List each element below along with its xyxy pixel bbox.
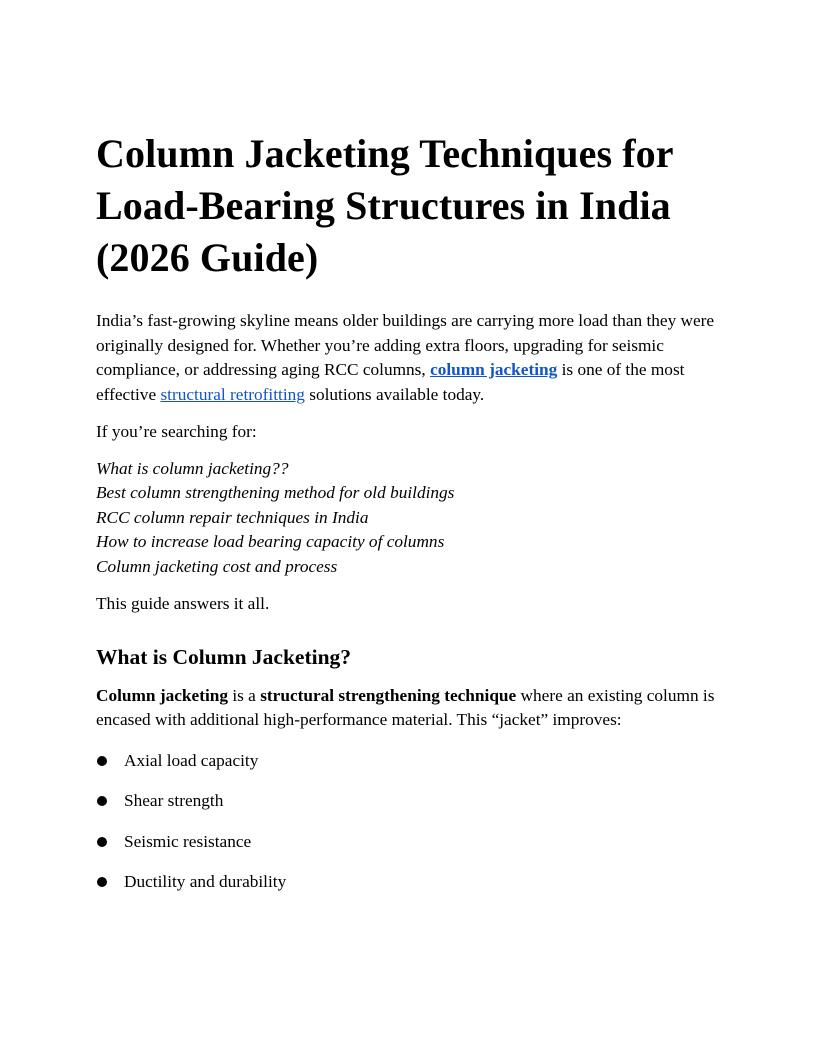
definition-technique: structural strengthening technique [260,685,517,705]
section-heading: What is Column Jacketing? [96,644,352,669]
searching-label: If you’re searching for: [96,422,257,441]
search-query-item: What is column jacketing?? [96,458,289,478]
document-page [96,128,720,911]
answers-sentence: This guide answers it all. [96,594,270,613]
search-query-item: How to increase load bearing capacity of columns [96,532,445,551]
intro-text-before: India’s fast-growing skyline means older buildings are carrying more load than they were originally designed for. Whether you’re adding extra floors, upgrading for seismic compliance, or addressing aging RCC columns, [96,311,715,379]
list-item-label: Seismic resistance [124,831,252,851]
bullet-icon [97,837,107,847]
definition-text-1: is a [228,685,261,705]
page-title [96,128,720,284]
search-queries-list [96,457,720,580]
definition-term: Column jacketing [96,685,229,705]
list-item [96,870,720,895]
intro-text-middle: is one of the most effective [96,360,685,404]
list-item [96,749,720,774]
structural-retrofitting-link[interactable]: structural retrofitting [160,384,305,404]
improvements-list [96,749,720,895]
search-query-item: RCC column repair techniques in India [96,507,369,527]
list-item-label: Ductility and durability [124,872,287,891]
title-line-2: Load-Bearing Structures in India [96,183,671,228]
bullet-icon [97,877,107,887]
title-line-3: (2026 Guide) [96,235,319,280]
intro-text-after: solutions available today. [304,384,485,404]
bullet-icon [97,756,107,766]
list-item-label: Axial load capacity [124,750,259,770]
bullet-icon [97,796,107,806]
title-line-1: Column Jacketing Techniques for [96,131,674,176]
list-item [96,789,720,814]
list-item [96,830,720,855]
definition-text-2: where an existing column is encased with additional high-performance material. This “jacket” improves: [96,685,715,729]
column-jacketing-link[interactable]: column jacketing [430,360,558,379]
search-query-item: Best column strengthening method for old buildings [96,483,455,502]
search-query-item: Column jacketing cost and process [96,556,338,576]
list-item-label: Shear strength [124,791,224,810]
definition-paragraph [96,684,720,733]
intro-paragraph [96,309,720,407]
